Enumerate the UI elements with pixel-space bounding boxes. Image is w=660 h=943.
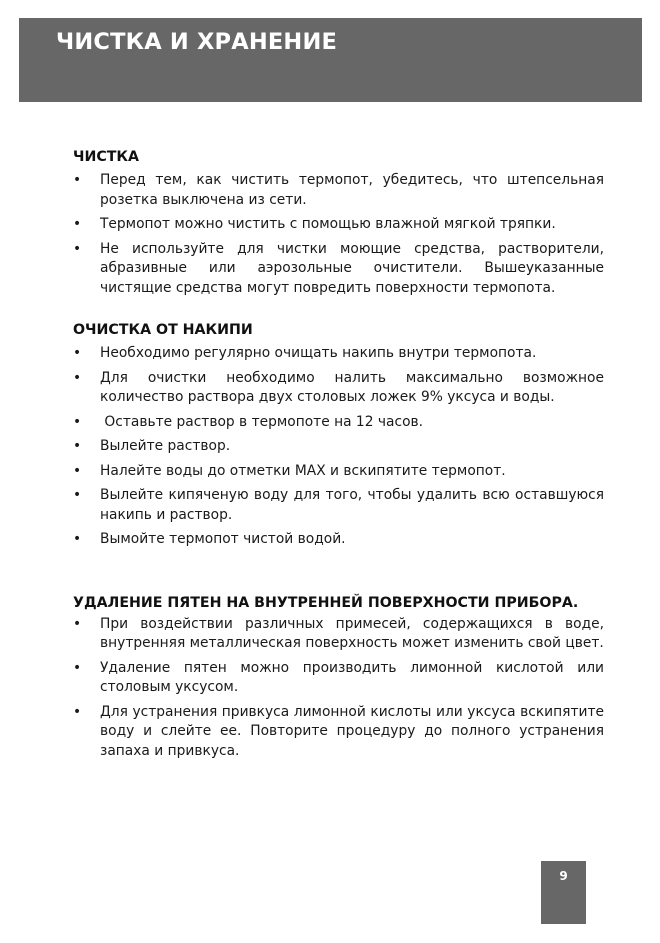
list-item-text: Для очистки необходимо налить максимально возможное количество раствора двух столовых ложек 9% уксуса и воды.	[100, 369, 604, 405]
section-title: ЧИСТКА	[73, 149, 140, 165]
section-stain-removal	[73, 594, 604, 762]
list-item	[73, 615, 604, 654]
list-item	[73, 369, 604, 408]
list-item-text: Необходимо регулярно очищать накипь внутри термопота.	[100, 345, 537, 361]
page-title: ЧИСТКА И ХРАНЕНИЕ	[56, 29, 338, 55]
section-cleaning	[73, 148, 604, 298]
page-number: 9	[559, 869, 568, 883]
bullet-icon: •	[73, 413, 82, 430]
list-item-text: Вылейте кипяченую воду для того, чтобы удалить всю оставшуюся накипь и раствор.	[100, 487, 604, 523]
list-item	[73, 171, 604, 210]
bullet-icon: •	[73, 659, 82, 676]
bullet-icon: •	[73, 172, 82, 188]
list-item	[73, 530, 604, 550]
list-item	[73, 462, 604, 482]
spacer	[73, 550, 604, 594]
list-item-text: Для устранения привкуса лимонной кислоты или уксуса вскипятите воду и слейте ее. Повторите процедуру до полного устранения запаха и привкуса.	[100, 703, 604, 759]
bullet-icon: •	[73, 531, 82, 547]
list-item-text: Не используйте для чистки моющие средства, растворители, абразивные или аэрозольные очистители. Вышеуказанные чистящие средства могут повредить поверхности термопота.	[100, 240, 604, 296]
list-item	[73, 437, 604, 457]
list-item-text: Удаление пятен можно производить лимонной кислотой или столовым уксусом.	[100, 659, 604, 695]
list-item-text: Вылейте раствор.	[100, 438, 231, 454]
list-item	[73, 659, 604, 698]
list-item	[73, 215, 604, 235]
list-item-text: Вымойте термопот чистой водой.	[100, 531, 346, 547]
list-item	[73, 703, 604, 762]
list-item	[73, 344, 604, 364]
bullet-icon: •	[73, 462, 82, 479]
bullet-icon: •	[73, 615, 82, 632]
bullet-list	[73, 171, 604, 298]
bullet-icon: •	[73, 369, 82, 386]
spacer	[73, 298, 604, 321]
list-item	[73, 413, 604, 433]
bullet-icon: •	[73, 438, 82, 454]
section-descaling	[73, 321, 604, 550]
list-item-text: Перед тем, как чистить термопот, убедитесь, что штепсельная розетка выключена из сети.	[100, 172, 604, 208]
section-title: УДАЛЕНИЕ ПЯТЕН НА ВНУТРЕННЕЙ ПОВЕРХНОСТИ ПРИБОРА.	[73, 594, 579, 611]
content	[73, 148, 604, 761]
list-item	[73, 240, 604, 299]
bullet-icon: •	[73, 487, 82, 503]
bullet-icon: •	[73, 345, 82, 361]
list-item-text: Оставьте раствор в термопоте на 12 часов.	[100, 413, 424, 430]
bullet-list	[73, 344, 604, 550]
bullet-icon: •	[73, 240, 82, 257]
bullet-icon: •	[73, 216, 82, 232]
list-item-text: При воздействии различных примесей, содержащихся в воде, внутренняя металлическая поверхность может изменить свой цвет.	[100, 615, 604, 651]
bullet-icon: •	[73, 703, 82, 720]
list-item-text: Налейте воды до отметки MAX и вскипятите термопот.	[100, 462, 506, 479]
list-item	[73, 486, 604, 525]
bullet-list	[73, 615, 604, 762]
section-title: ОЧИСТКА ОТ НАКИПИ	[73, 322, 253, 338]
page-number-badge	[541, 861, 586, 924]
list-item-text: Термопот можно чистить с помощью влажной мягкой тряпки.	[100, 216, 556, 232]
